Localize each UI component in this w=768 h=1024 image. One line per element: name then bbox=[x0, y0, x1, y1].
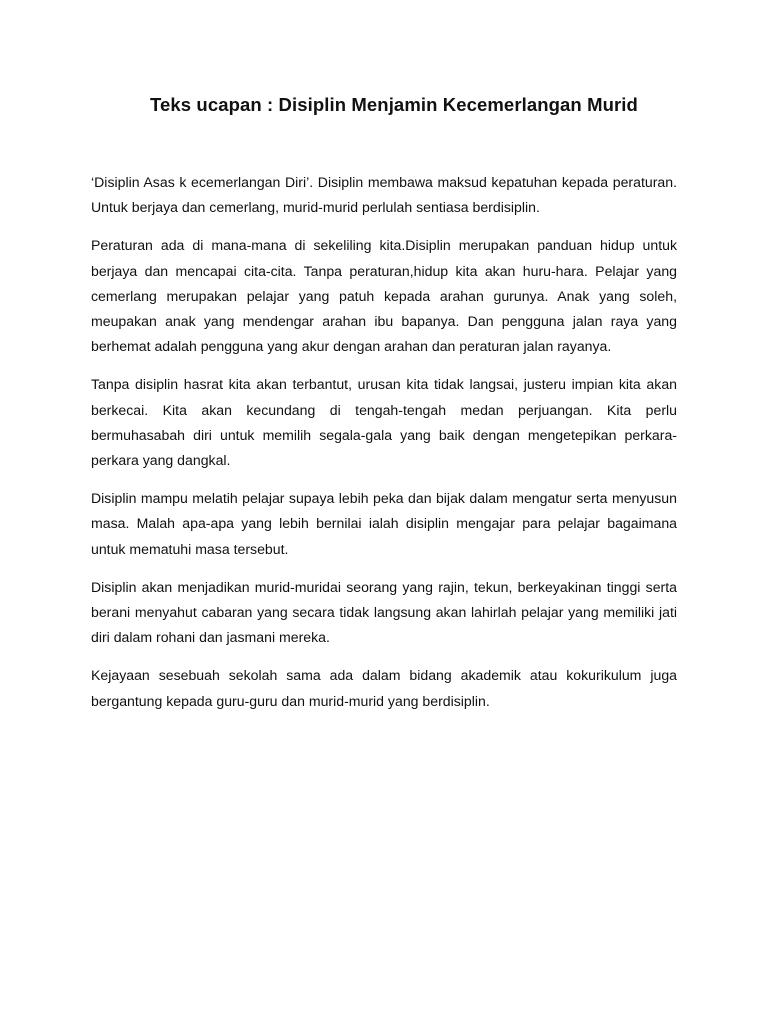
paragraph-6: Kejayaan sesebuah sekolah sama ada dalam bidang akademik atau kokurikulum juga bergantung kepada guru-guru dan murid-murid yang berdisiplin. bbox=[91, 667, 677, 709]
paragraph-1: ‘Disiplin Asas k ecemerlangan Diri’. Disiplin membawa maksud kepatuhan kepada peraturan. Untuk berjaya dan cemerlang, murid-murid perlulah sentiasa berdisiplin. bbox=[91, 174, 677, 216]
document-body bbox=[91, 170, 677, 727]
paragraph-4: Disiplin mampu melatih pelajar supaya lebih peka dan bijak dalam mengatur serta menyusun masa. Malah apa-apa yang lebih bernilai ialah disiplin mengajar para pelajar bagaimana untuk mematuhi masa tersebut. bbox=[91, 490, 677, 557]
paragraph-2: Peraturan ada di mana-mana di sekeliling kita.Disiplin merupakan panduan hidup untuk berjaya dan mencapai cita-cita. Tanpa peraturan,hidup kita akan huru-hara. Pelajar yang cemerlang merupakan pelajar yang patuh kepada arahan gurunya. Anak yang soleh, meupakan anak yang mendengar arahan ibu bapanya. Dan pengguna jalan raya yang berhemat adalah pengguna yang akur dengan arahan dan peraturan jalan rayanya. bbox=[91, 237, 677, 355]
document-title: Teks ucapan : Disiplin Menjamin Kecemerlangan Murid bbox=[150, 94, 638, 115]
paragraph-5: Disiplin akan menjadikan murid-muridai seorang yang rajin, tekun, berkeyakinan tinggi serta berani menyahut cabaran yang secara tidak langsung akan lahirlah pelajar yang memiliki jati diri dalam rohani dan jasmani mereka. bbox=[91, 578, 677, 646]
paragraph-3: Tanpa disiplin hasrat kita akan terbantut, urusan kita tidak langsai, justeru impian kita akan berkecai. Kita akan kecundang di tengah-tengah medan perjuangan. Kita perlu bermuhasabah diri untuk memilih segala-gala yang baik dengan mengetepikan perkara-perkara yang dangkal. bbox=[91, 376, 677, 469]
